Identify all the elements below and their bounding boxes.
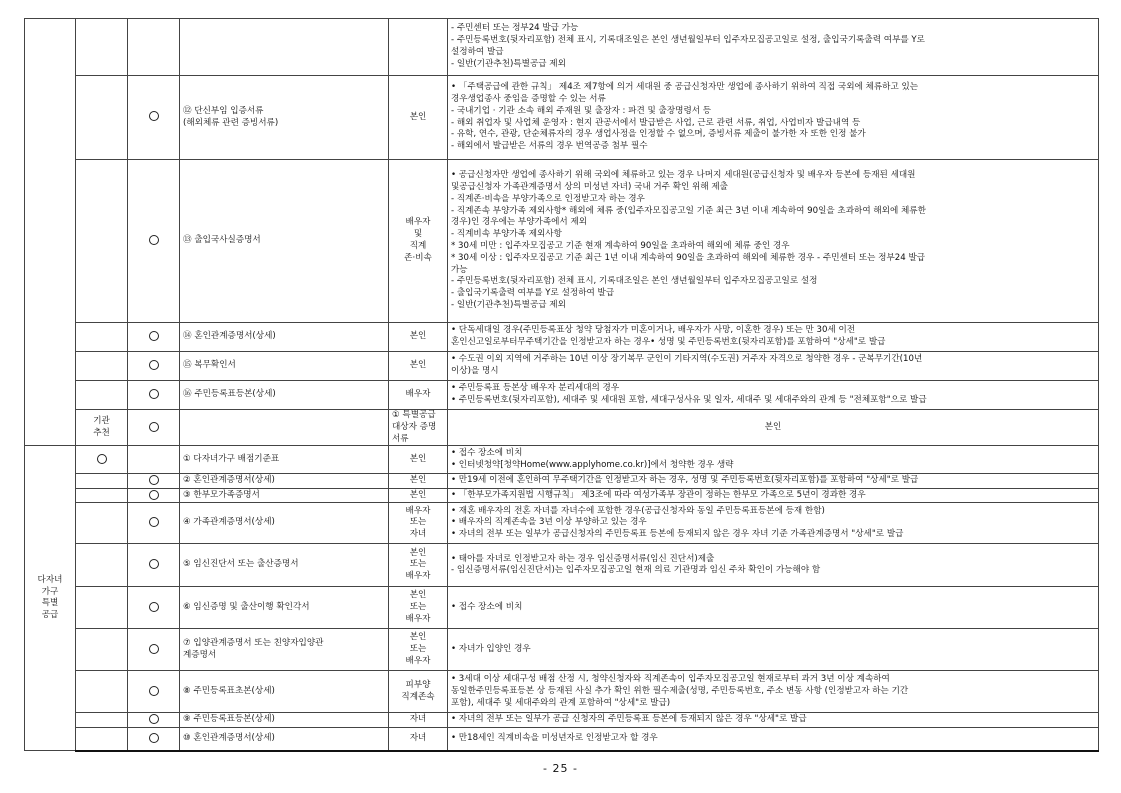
document-name: ③ 한부모가족증명서 [180,489,389,503]
description-line: • 3세대 이상 세대구성 배점 산정 시, 청약신청자와 직계존속이 입주자모집공고일 현재로부터 과거 3년 이상 계속하여 [451,674,890,685]
description-line: • 인터넷청약[청약Home(www.applyhome.co.kr)]에서 청약한 경우 생략 [451,459,734,470]
description-line: 이상)을 명시 [451,366,499,376]
required-mark-cell [128,410,180,446]
conditional-mark-cell [128,19,180,76]
table-row [25,728,1099,751]
required-mark-cell [76,629,128,671]
table-row [25,671,1099,713]
table-row [25,713,1099,728]
required-mark-cell [76,352,128,381]
required-mark-cell [76,489,128,503]
description-line: • 공급신청자만 생업에 종사하기 위해 국외에 체류하고 있는 경우 나머지 세대원(공급신청자 및 배우자 등본에 등재된 세대원 [451,170,916,181]
description-line: • 주민등록번호(뒷자리포함), 세대주 및 세대원 포함, 세대구성사유 및 일자, 세대주 및 세대주와의 관계 등 "전체포함"으로 발급 [451,395,927,405]
description-line: • 주민등록표 등본상 배우자 분리세대의 경우 [451,383,620,394]
table-body [25,19,1099,751]
document-name: ② 혼인관계증명서(상세) [180,474,389,489]
circle-mark-icon [149,389,159,399]
document-description [448,629,1099,671]
circle-mark-icon [149,422,159,432]
document-name: ⑧ 주민등록표초본(상세) [180,671,389,713]
document-description [448,76,1099,160]
description-line: - 직계존·비속을 부양가족으로 인정받고자 하는 경우 [451,193,645,204]
conditional-mark-cell [128,671,180,713]
description-line: • 자녀가 입양인 경우 [451,643,531,654]
circle-mark-icon [149,517,159,527]
applicant-target: 본인 [389,489,448,503]
required-mark-cell [76,474,128,489]
description-line: - 일반(기관추천)특별공급 제외 [451,299,566,310]
table-row [25,544,1099,587]
description-line: • 접수 장소에 비치 [451,448,523,459]
description-line: • 자녀의 전부 또는 일부가 공급 신청자의 주민등록표 등본에 등재되지 않은 경우 "상세"로 발급 [451,714,807,725]
circle-mark-icon [149,475,159,485]
table-row [25,629,1099,671]
circle-mark-icon [97,454,107,464]
applicant-target: 본인 또는 배우자 [389,544,448,587]
table-row [25,446,1099,474]
document-name: ④ 가족관계증명서(상세) [180,503,389,544]
description-line: • 「한부모가족지원법 시행규칙」 제3조에 따라 여성가족부 장관이 정하는 한부모 가족으로 5년이 경과한 경우 [451,489,866,500]
circle-mark-icon [149,714,159,724]
applicant-target: 배우자 [389,381,448,410]
table-row [25,381,1099,410]
conditional-mark-cell [128,503,180,544]
document-description [448,728,1099,751]
applicant-target: 본인 [389,76,448,160]
circle-mark-icon [149,235,159,245]
description-line: 혼인신고일로부터무주택기간을 인정받고자 하는 경우• 성명 및 주민등록번호(뒷자리포함)를 포함하여 "상세"로 발급 [451,337,886,347]
description-line: - 주민등록번호(뒷자리포함) 전체 표시, 기록대조일은 본인 생년월일부터 입주자모집공고일로 설정, 출입국기록출력 여부를 Y로 [451,35,925,46]
description-line: - 국내기업 · 기관 소속 해외 주재원 및 출장자 : 파견 및 출장명령서 등 [451,105,712,116]
description-line: - 주민센터 또는 정부24 발급 가능 [451,23,579,34]
conditional-mark-cell [180,410,389,446]
applicant-target: 본인 [389,474,448,489]
description-line: • 수도권 이외 지역에 거주하는 10년 이상 장기복무 군인이 기타지역(수도권) 거주자 자격으로 청약한 경우 - 군복무기간(10년 [451,354,923,365]
document-description [448,323,1099,352]
description-line: * 30세 미만 : 입주자모집공고 기준 현재 계속하여 90일을 초과하여 해외에 체류 중인 경우 [451,241,790,251]
document-name: ① 다자녀가구 배점기준표 [180,446,389,474]
description-line: - 직계비속 부양가족 제외사항 [451,229,562,240]
document-description [448,489,1099,503]
document-description [448,544,1099,587]
required-mark-cell [76,19,128,76]
required-mark-cell [76,544,128,587]
document-description [448,671,1099,713]
category-special-supply-continued [25,19,76,446]
conditional-mark-cell [128,587,180,629]
applicant-target: 본인 또는 배우자 [389,629,448,671]
table-row [25,410,1099,446]
document-name: ⑥ 임신증명 및 출산이행 확인각서 [180,587,389,629]
description-line: 동일한주민등록표등본 상 등재된 사실 추가 확인 위한 필수제출(성명, 주민등록번호, 주소 변동 사항 (인정받고자 하는 기간 [451,685,909,696]
description-line: • 배우자의 직계존속을 3년 이상 부양하고 있는 경우 [451,517,647,528]
category-institution-recommended: 기관 추천 [76,410,128,446]
document-description [448,474,1099,489]
applicant-target: 배우자 또는 자녀 [389,503,448,544]
description-line: 및공급신청자 가족관계증명서 상의 미성년 자녀) 국내 거주 확인 위해 제출 [451,182,728,193]
conditional-mark-cell [128,76,180,160]
document-description [448,381,1099,410]
required-mark-cell [76,587,128,629]
document-description [448,503,1099,544]
document-name: ① 특별공급 대상자 증명서류 [389,410,448,446]
required-mark-cell [76,323,128,352]
description-line: 설정하여 발급 [451,47,504,57]
document-requirements-table [24,18,1099,752]
description-line: - 주민등록번호(뒷자리포함) 전체 표시, 기록대조일은 본인 생년월일부터 입주자모집공고일로 설정 [451,276,818,287]
page-number: - 25 - [543,762,578,775]
conditional-mark-cell [128,474,180,489]
description-line: • 재혼 배우자의 전혼 자녀를 자녀수에 포함한 경우(공급신청자와 동일 주민등록표등본에 등재 한함) [451,505,825,516]
description-line: - 유학, 연수, 관광, 단순체류자의 경우 생업사정을 인정할 수 없으며, 증빙서류 제출이 불가한 자 또한 인정 불가 [451,129,866,140]
description-line: - 해외에서 발급받은 서류의 경우 번역공증 첨부 필수 [451,141,648,152]
applicant-target: 자녀 [389,713,448,728]
table-row [25,323,1099,352]
conditional-mark-cell [128,489,180,503]
document-name: ⑫ 단신부임 입증서류 (해외체류 관련 증빙서류) [180,76,389,160]
conditional-mark-cell [128,713,180,728]
required-mark-cell [76,381,128,410]
conditional-mark-cell [128,381,180,410]
circle-mark-icon [149,490,159,500]
conditional-mark-cell [128,629,180,671]
applicant-target: 본인 [389,352,448,381]
description-line: • 단독세대일 경우(주민등록표상 청약 당첨자가 미혼이거나, 배우자가 사망, 이혼한 경우) 또는 만 30세 이전 [451,325,856,336]
description-line: • 만18세인 직계비속을 미성년자로 인정받고자 할 경우 [451,733,658,744]
conditional-mark-cell [128,323,180,352]
description-line: - 일반(기관추천)특별공급 제외 [451,58,566,69]
table-row [25,352,1099,381]
table-row [25,19,1099,76]
document-description [448,713,1099,728]
description-line: - 직계존속 부양가족 제외사항* 해외에 체류 중(입주자모집공고일 기준 최근 3년 이내 계속하여 90일을 초과하여 해외에 체류한 [451,205,926,216]
conditional-mark-cell [128,544,180,587]
conditional-mark-cell [128,160,180,323]
document-description [448,160,1099,323]
document-name: ⑤ 임신진단서 또는 출산증명서 [180,544,389,587]
description-line: 경우생업종사 중임을 증명할 수 있는 서류 [451,93,606,104]
table-row [25,503,1099,544]
document-name: ⑮ 복무확인서 [180,352,389,381]
description-line: - 출입국기록출력 여부를 Y로 설정하여 발급 [451,288,615,299]
table-row [25,587,1099,629]
required-mark-cell [76,446,128,474]
conditional-mark-cell [128,728,180,751]
applicant-target: 본인 또는 배우자 [389,587,448,629]
document-name [180,19,389,76]
category-multi-child-special-supply: 다자녀 가구 특별 공급 [25,446,76,751]
description-line: • 접수 장소에 비치 [451,601,523,612]
description-line: - 임신증명서류(임신진단서)는 입주자모집공고일 현재 의료 기관명과 임신 주차 확인이 가능해야 함 [451,565,821,576]
applicant-target: 배우자 및 직계 존·비속 [389,160,448,323]
description-line: • 「주택공급에 관한 규칙」 제4조 제7항에 의거 세대원 중 공급신청자만 생업에 종사하기 위하여 직접 국외에 체류하고 있는 [451,82,919,93]
description-line: • 자녀의 전부 또는 일부가 공급신청자의 주민등록표 등본에 등재되지 않은 경우 자녀 기준 가족관계증명서 "상세"로 발급 [451,529,904,540]
description-line: - 해외 취업자 및 사업체 운영자 : 현지 관공서에서 발급받은 사업, 근로 관련 서류, 취업, 사업비자 발급내역 등 [451,117,861,128]
required-mark-cell [76,671,128,713]
table-row [25,489,1099,503]
applicant-target [389,19,448,76]
description-line: 가능 [451,264,468,275]
required-mark-cell [76,713,128,728]
applicant-target: 자녀 [389,728,448,751]
document-name: ⑯ 주민등록표등본(상세) [180,381,389,410]
circle-mark-icon [149,644,159,654]
applicant-target: 피부양 직계존속 [389,671,448,713]
document-description [448,19,1099,76]
description-line: • 만19세 이전에 혼인하여 무주택기간을 인정받고자 하는 경우, 성명 및 주민등록번호(뒷자리포함)를 포함하여 "상세"로 발급 [451,475,919,486]
circle-mark-icon [149,686,159,696]
required-mark-cell [76,160,128,323]
circle-mark-icon [149,733,159,743]
description-line: 포함), 세대주 및 세대주와의 관계 포함하여 "상세"로 발급) [451,697,671,708]
circle-mark-icon [149,360,159,370]
table-row [25,76,1099,160]
table-row [25,474,1099,489]
circle-mark-icon [149,111,159,121]
required-mark-cell [76,503,128,544]
conditional-mark-cell [128,446,180,474]
conditional-mark-cell [128,352,180,381]
circle-mark-icon [149,559,159,569]
applicant-target: 본인 [389,323,448,352]
description-line: • 태아를 자녀로 인정받고자 하는 경우 임신증명서류(임신 진단서)제출 [451,553,715,564]
table-row [25,160,1099,323]
document-name: ⑭ 혼인관계증명서(상세) [180,323,389,352]
document-description [448,587,1099,629]
required-mark-cell [76,728,128,751]
document-description [448,352,1099,381]
circle-mark-icon [149,602,159,612]
document-description [448,446,1099,474]
required-mark-cell [76,76,128,160]
applicant-target: 본인 [389,446,448,474]
document-name: ⑦ 입양관계증명서 또는 친양자입양관 계증명서 [180,629,389,671]
applicant-target: 본인 [448,410,1099,446]
document-name: ⑨ 주민등록표등본(상세) [180,713,389,728]
description-line: 경우)인 경우에는 부양가족에서 제외 [451,217,588,228]
document-name: ⑩ 혼인관계증명서(상세) [180,728,389,751]
document-name: ⑬ 출입국사실증명서 [180,160,389,323]
description-line: * 30세 이상 : 입주자모집공고 기준 최근 1년 이내 계속하여 90일을 초과하여 해외에 체류한 경우 - 주민센터 또는 정부24 발급 [451,252,926,263]
circle-mark-icon [149,331,159,341]
